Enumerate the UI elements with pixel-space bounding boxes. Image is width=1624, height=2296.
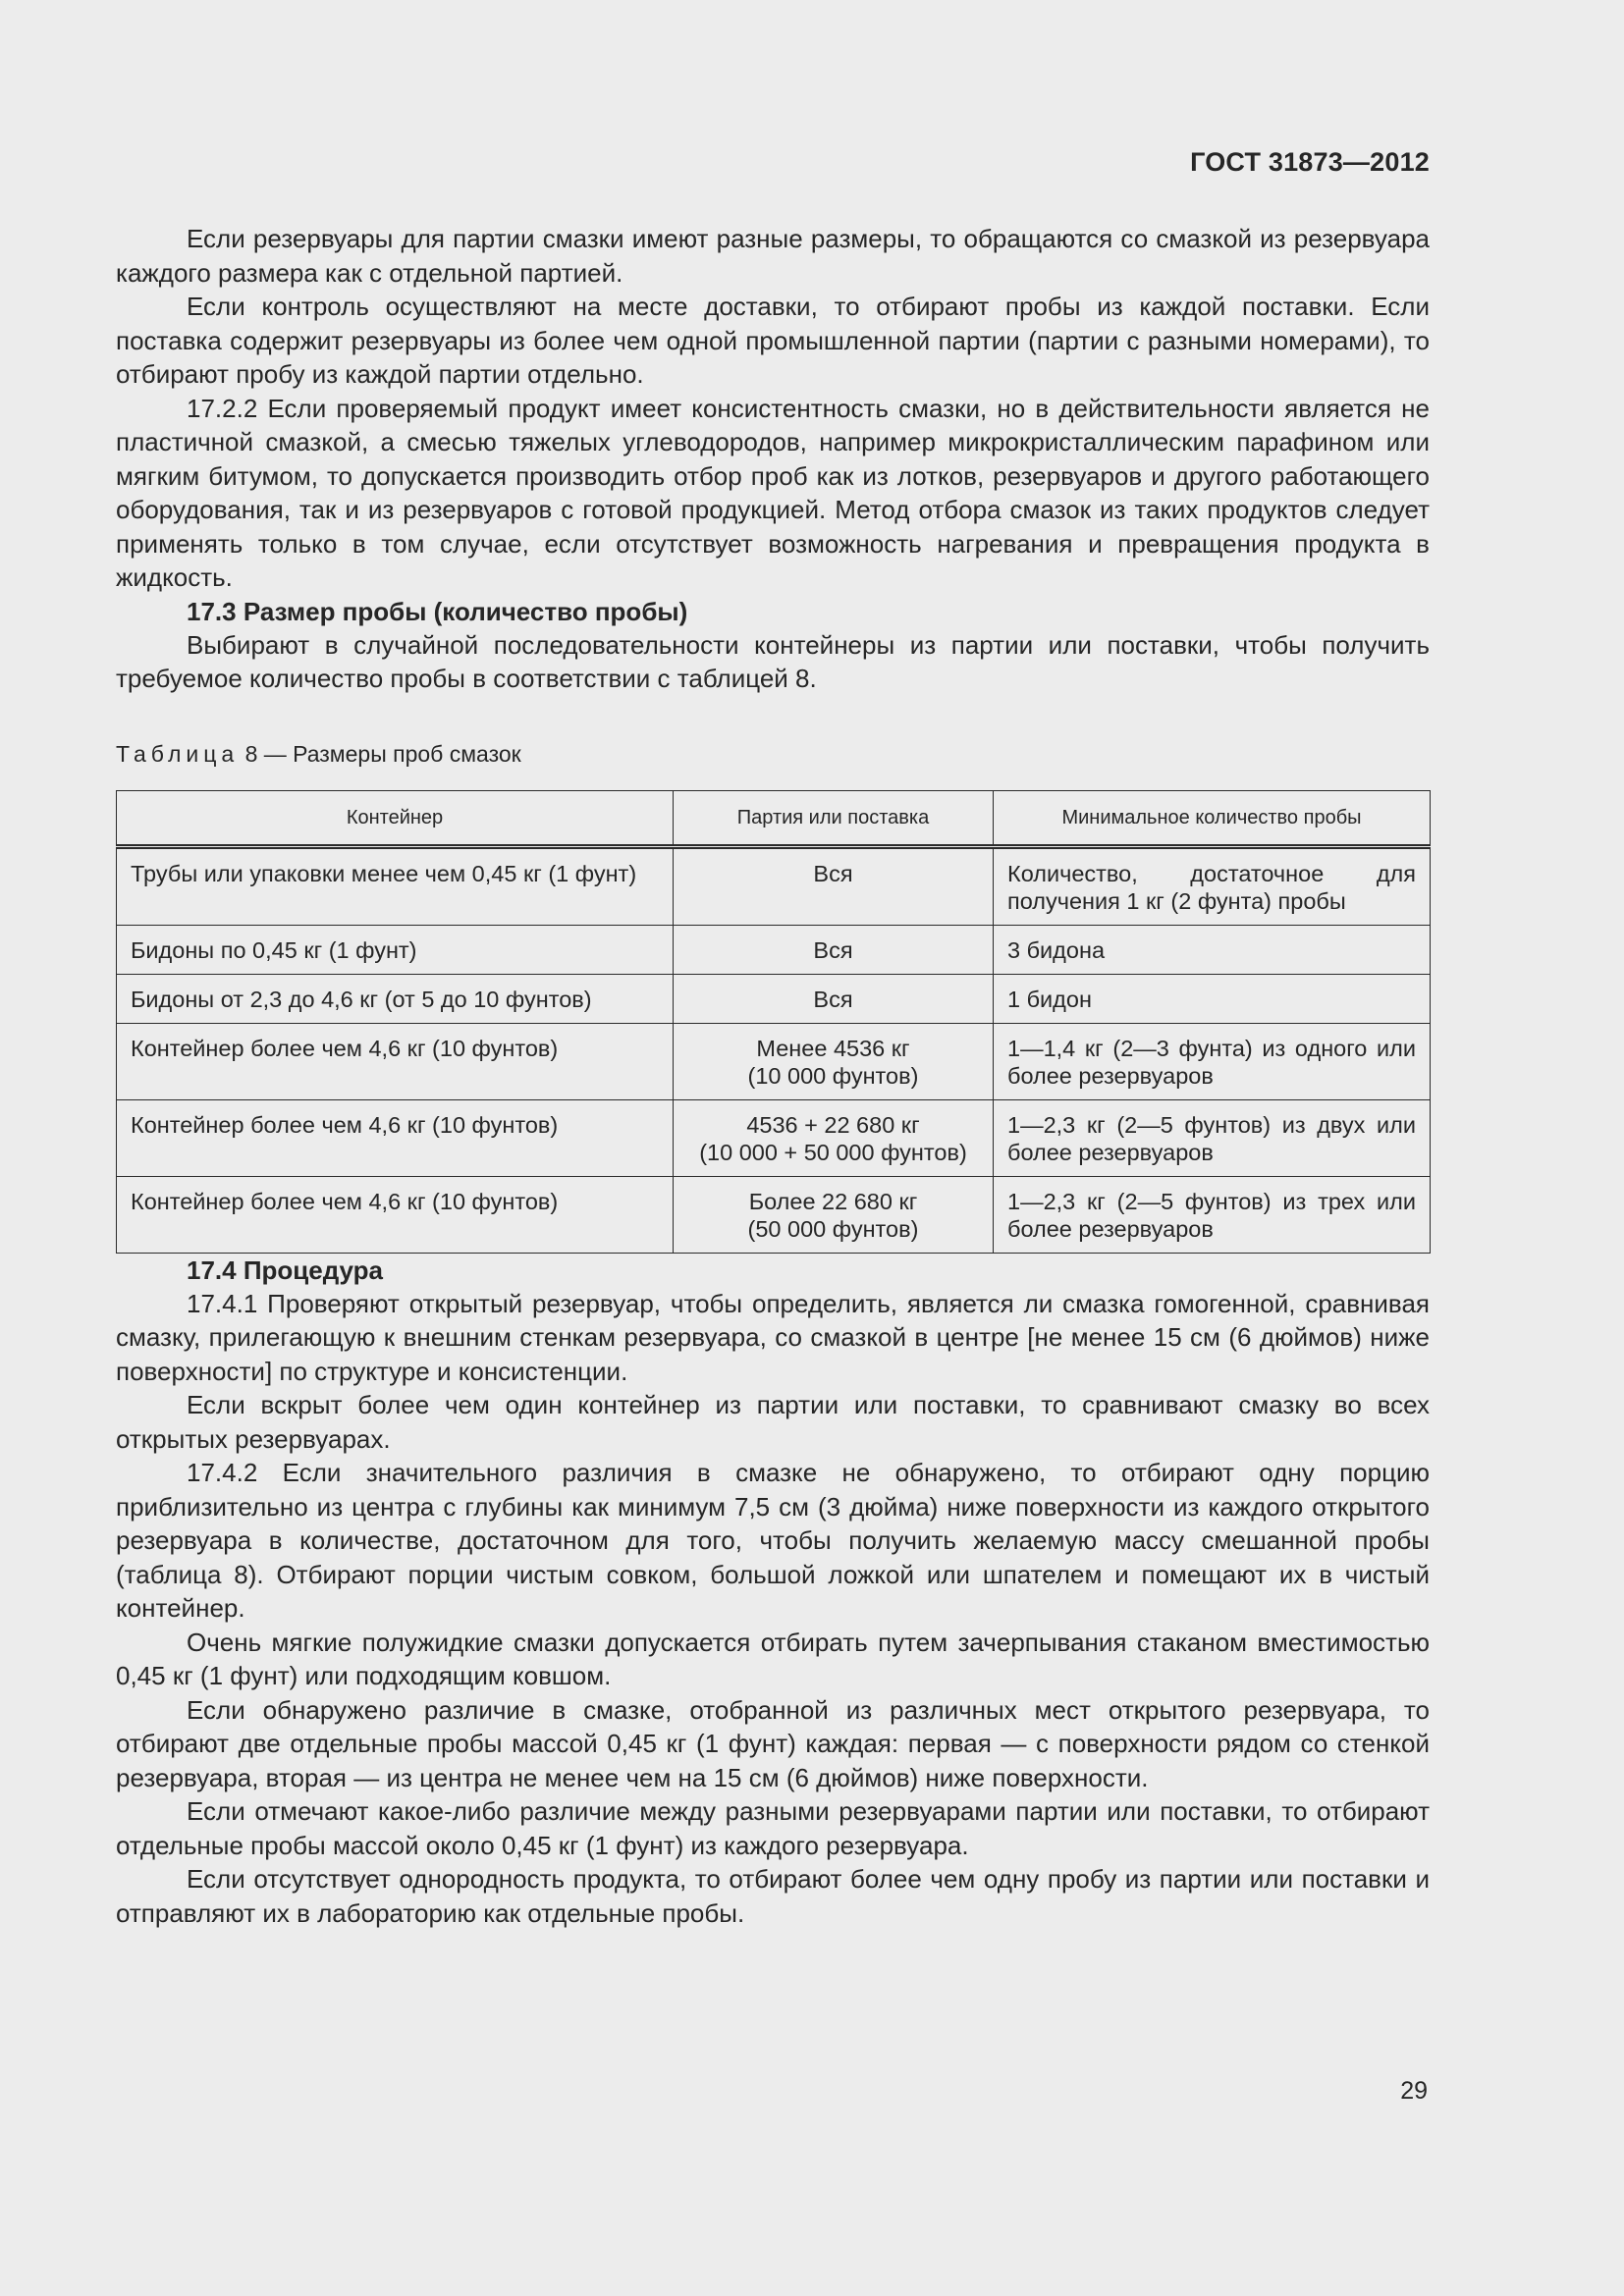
- cell-container: Трубы или упаковки менее чем 0,45 кг (1 фунт): [117, 846, 674, 925]
- table-header-row: [117, 790, 1431, 846]
- paragraph: 17.4.2 Если значительного различия в смазке не обнаружено, то отбирают одну порцию приблизительно из центра с глубины как минимум 7,5 см (3 дюйма) ниже поверхности из каждого открытого резервуара в количестве, достаточном для того, чтобы получить желаемую массу смешанной пробы (таблица 8). Отбирают порции чистым совком, большой ложкой или шпателем и помещают их в чистый контейнер.: [116, 1458, 1430, 1623]
- table-row: [117, 1099, 1431, 1176]
- cell-container: Бидоны по 0,45 кг (1 фунт): [117, 925, 674, 974]
- cell-container: Контейнер более чем 4,6 кг (10 фунтов): [117, 1023, 674, 1099]
- cell-batch: Более 22 680 кг (50 000 фунтов): [674, 1176, 994, 1253]
- paragraph: Если отмечают какое-либо различие между разными резервуарами партии или поставки, то отбирают отдельные пробы массой около 0,45 кг (1 фунт) из каждого резервуара.: [116, 1796, 1430, 1860]
- paragraph: 17.4.1 Проверяют открытый резервуар, чтобы определить, является ли смазка гомогенной, сравнивая смазку, прилегающую к внешним стенкам резервуара, со смазкой в центре [не менее 15 см (6 дюймов) ниже поверхности] по структуре и консистенции.: [116, 1288, 1430, 1386]
- table-caption-label: Таблица: [116, 740, 240, 767]
- paragraph: Очень мягкие полужидкие смазки допускается отбирать путем зачерпывания стаканом вместимостью 0,45 кг (1 фунт) или подходящим ковшом.: [116, 1627, 1430, 1690]
- cell-batch: Вся: [674, 974, 994, 1023]
- cell-container: Контейнер более чем 4,6 кг (10 фунтов): [117, 1176, 674, 1253]
- table-row: [117, 1023, 1431, 1099]
- cell-container: Контейнер более чем 4,6 кг (10 фунтов): [117, 1099, 674, 1176]
- section-heading-17-3: 17.3 Размер пробы (количество пробы): [187, 596, 688, 626]
- paragraph: Если обнаружено различие в смазке, отобранной из различных мест открытого резервуара, то отбирают две отдельные пробы массой 0,45 кг (1 фунт) каждая: первая — с поверхности рядом со стенкой резервуара, вторая — из центра не менее чем на 15 см (6 дюймов) ниже поверхности.: [116, 1694, 1430, 1792]
- cell-min-quantity: 1—2,3 кг (2—5 фунтов) из двух или более резервуаров: [994, 1099, 1431, 1176]
- table-row: [117, 1176, 1431, 1253]
- table-caption-title: 8 — Размеры проб смазок: [239, 740, 521, 767]
- column-header-container: Контейнер: [117, 790, 674, 846]
- paragraph: 17.2.2 Если проверяемый продукт имеет консистентность смазки, но в действительности является не пластичной смазкой, а смесью тяжелых углеводородов, например микрокристаллическим парафином или мягким битумом, то допускается производить отбор проб как из лотков, резервуаров и другого работающего оборудования, так и из резервуаров с готовой продукцией. Метод отбора смазок из таких продуктов следует применять только в том случае, если отсутствует возможность нагревания и превращения продукта в жидкость.: [116, 393, 1430, 592]
- document-code: ГОСТ 31873—2012: [1190, 147, 1430, 177]
- paragraph: Если отсутствует однородность продукта, то отбирают более чем одну пробу из партии или поставки и отправляют их в лабораторию как отдельные пробы.: [116, 1864, 1430, 1928]
- cell-batch: 4536 + 22 680 кг (10 000 + 50 000 фунтов): [674, 1099, 994, 1176]
- section-heading-17-4: 17.4 Процедура: [187, 1255, 384, 1285]
- paragraph: Выбирают в случайной последовательности контейнеры из партии или поставки, чтобы получить требуемое количество пробы в соответствии с таблицей 8.: [116, 629, 1430, 693]
- column-header-min-quantity: Минимальное количество пробы: [994, 790, 1431, 846]
- sample-size-table: [116, 790, 1431, 1254]
- cell-min-quantity: 1 бидон: [994, 974, 1431, 1023]
- page-content: [116, 222, 1430, 1930]
- cell-batch: Менее 4536 кг (10 000 фунтов): [674, 1023, 994, 1099]
- table-row: [117, 846, 1431, 925]
- cell-batch: Вся: [674, 925, 994, 974]
- cell-batch: Вся: [674, 846, 994, 925]
- table-row: [117, 925, 1431, 974]
- paragraph: Если резервуары для партии смазки имеют разные размеры, то обращаются со смазкой из резервуара каждого размера как с отдельной партией.: [116, 224, 1430, 288]
- cell-min-quantity: Количество, достаточное для получения 1 кг (2 фунта) пробы: [994, 846, 1431, 925]
- cell-min-quantity: 1—1,4 кг (2—3 фунта) из одного или более резервуаров: [994, 1023, 1431, 1099]
- column-header-batch: Партия или поставка: [674, 790, 994, 846]
- cell-min-quantity: 1—2,3 кг (2—5 фунтов) из трех или более резервуаров: [994, 1176, 1431, 1253]
- cell-container: Бидоны от 2,3 до 4,6 кг (от 5 до 10 фунтов): [117, 974, 674, 1023]
- page-number: 29: [1400, 2077, 1428, 2105]
- paragraph: Если вскрыт более чем один контейнер из партии или поставки, то сравнивают смазку во всех открытых резервуарах.: [116, 1390, 1430, 1454]
- paragraph: Если контроль осуществляют на месте доставки, то отбирают пробы из каждой поставки. Если поставка содержит резервуары из более чем одной промышленной партии (партии с разными номерами), то отбирают пробу из каждой партии отдельно.: [116, 292, 1430, 389]
- cell-min-quantity: 3 бидона: [994, 925, 1431, 974]
- table-caption: [116, 739, 1430, 769]
- table-row: [117, 974, 1431, 1023]
